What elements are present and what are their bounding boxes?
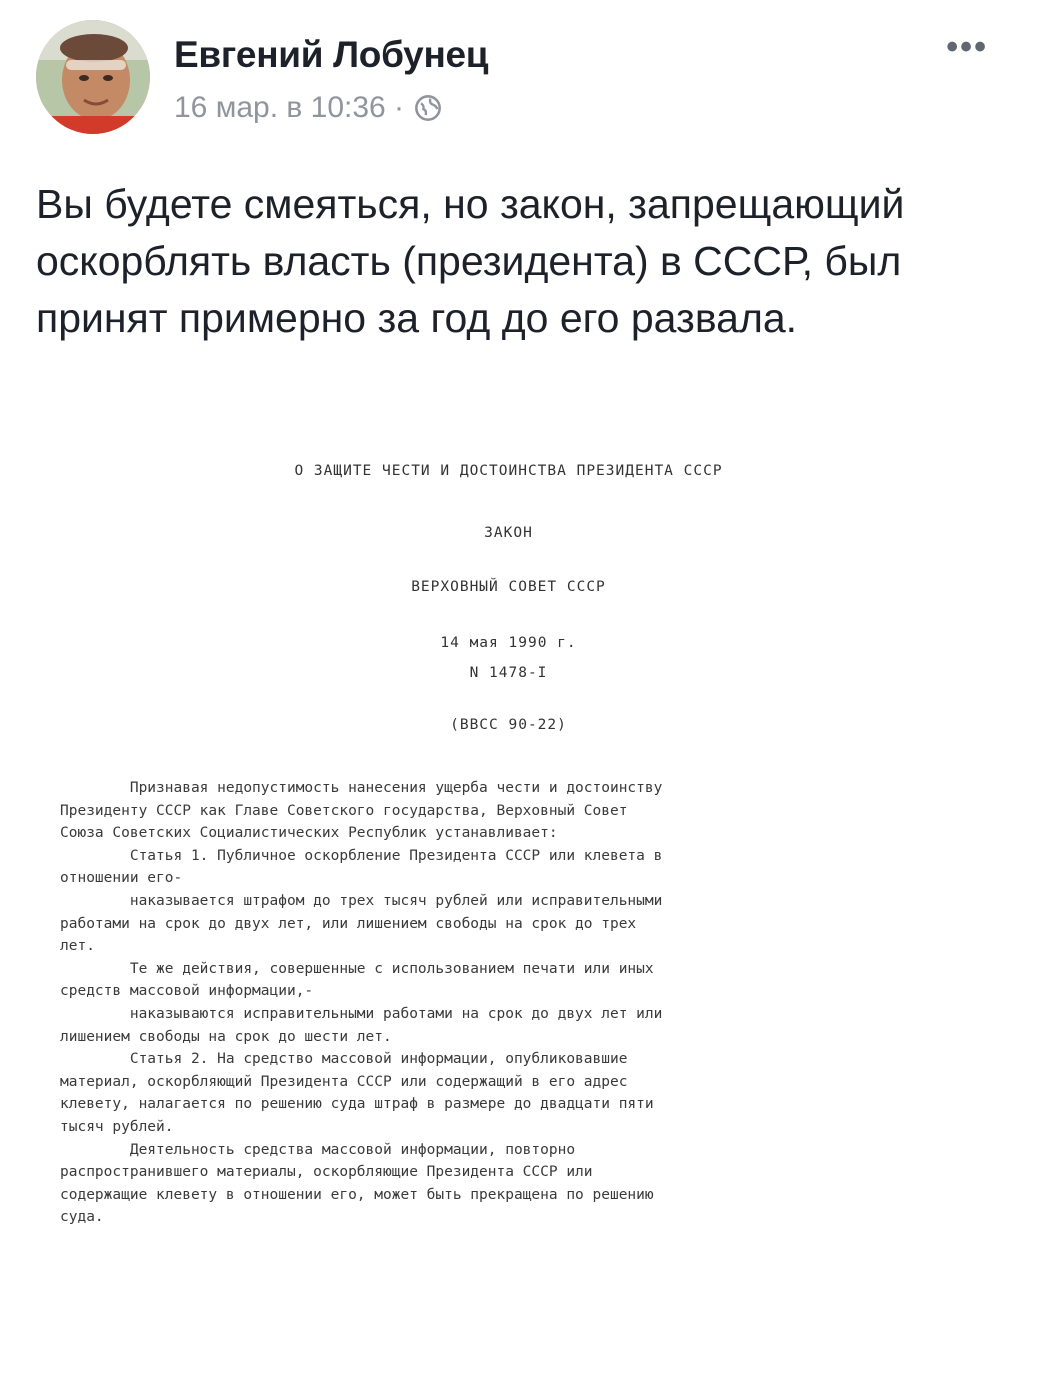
avatar[interactable] — [36, 20, 150, 134]
post-header — [36, 20, 1002, 140]
globe-icon[interactable] — [414, 94, 442, 122]
post-timestamp[interactable]: 16 мар. в 10:36 · — [174, 91, 405, 124]
document-number: N 1478-I — [469, 665, 548, 681]
post-meta — [174, 91, 442, 125]
document-source: (ВВСС 90-22) — [450, 717, 567, 733]
document-date: 14 мая 1990 г. — [440, 635, 577, 651]
more-options-button[interactable]: ••• — [946, 28, 988, 66]
post-text: Вы будете смеяться, но закон, запрещающий оскорблять власть (президента) в СССР, был принят примерно за год до его развала. — [36, 181, 905, 341]
author-name[interactable]: Евгений Лобунец — [174, 34, 489, 75]
document-type: ЗАКОН — [484, 525, 533, 541]
document-body: Признавая недопустимость нанесения ущерба чести и достоинству Президенту СССР как Главе Советского государства, Верховный Совет Союза Советских Социалистических Республик устанавливает: Статья 1. Публичное оскорбление Президента СССР или клевета в отношении его- наказывается штрафом до трех тысяч рублей или исправительными работами на срок до двух лет, или лишением свободы на срок до трех лет. Те же действия, совершенные с использованием печати или иных средств массовой информации,- наказываются исправительными работами на срок до двух лет или лишением свободы на срок до шести лет. Статья 2. На средство массовой информации, опубликовавшие материал, оскорбляющий Президента СССР или содержащий в его адрес клевету, налагается по решению суда штраф в размере до двадцати пяти тысяч рублей. Деятельность средства массовой информации, повторно распространившего материалы, оскорбляющие Президента СССР или содержащие клевету в отношении его, может быть прекращена по решению суда. — [60, 780, 663, 1226]
avatar-image — [36, 20, 150, 134]
document-title: О ЗАЩИТЕ ЧЕСТИ И ДОСТОИНСТВА ПРЕЗИДЕНТА СССР — [294, 463, 723, 479]
law-document-image — [56, 455, 961, 1390]
document-issuer: ВЕРХОВНЫЙ СОВЕТ СССР — [411, 579, 606, 595]
